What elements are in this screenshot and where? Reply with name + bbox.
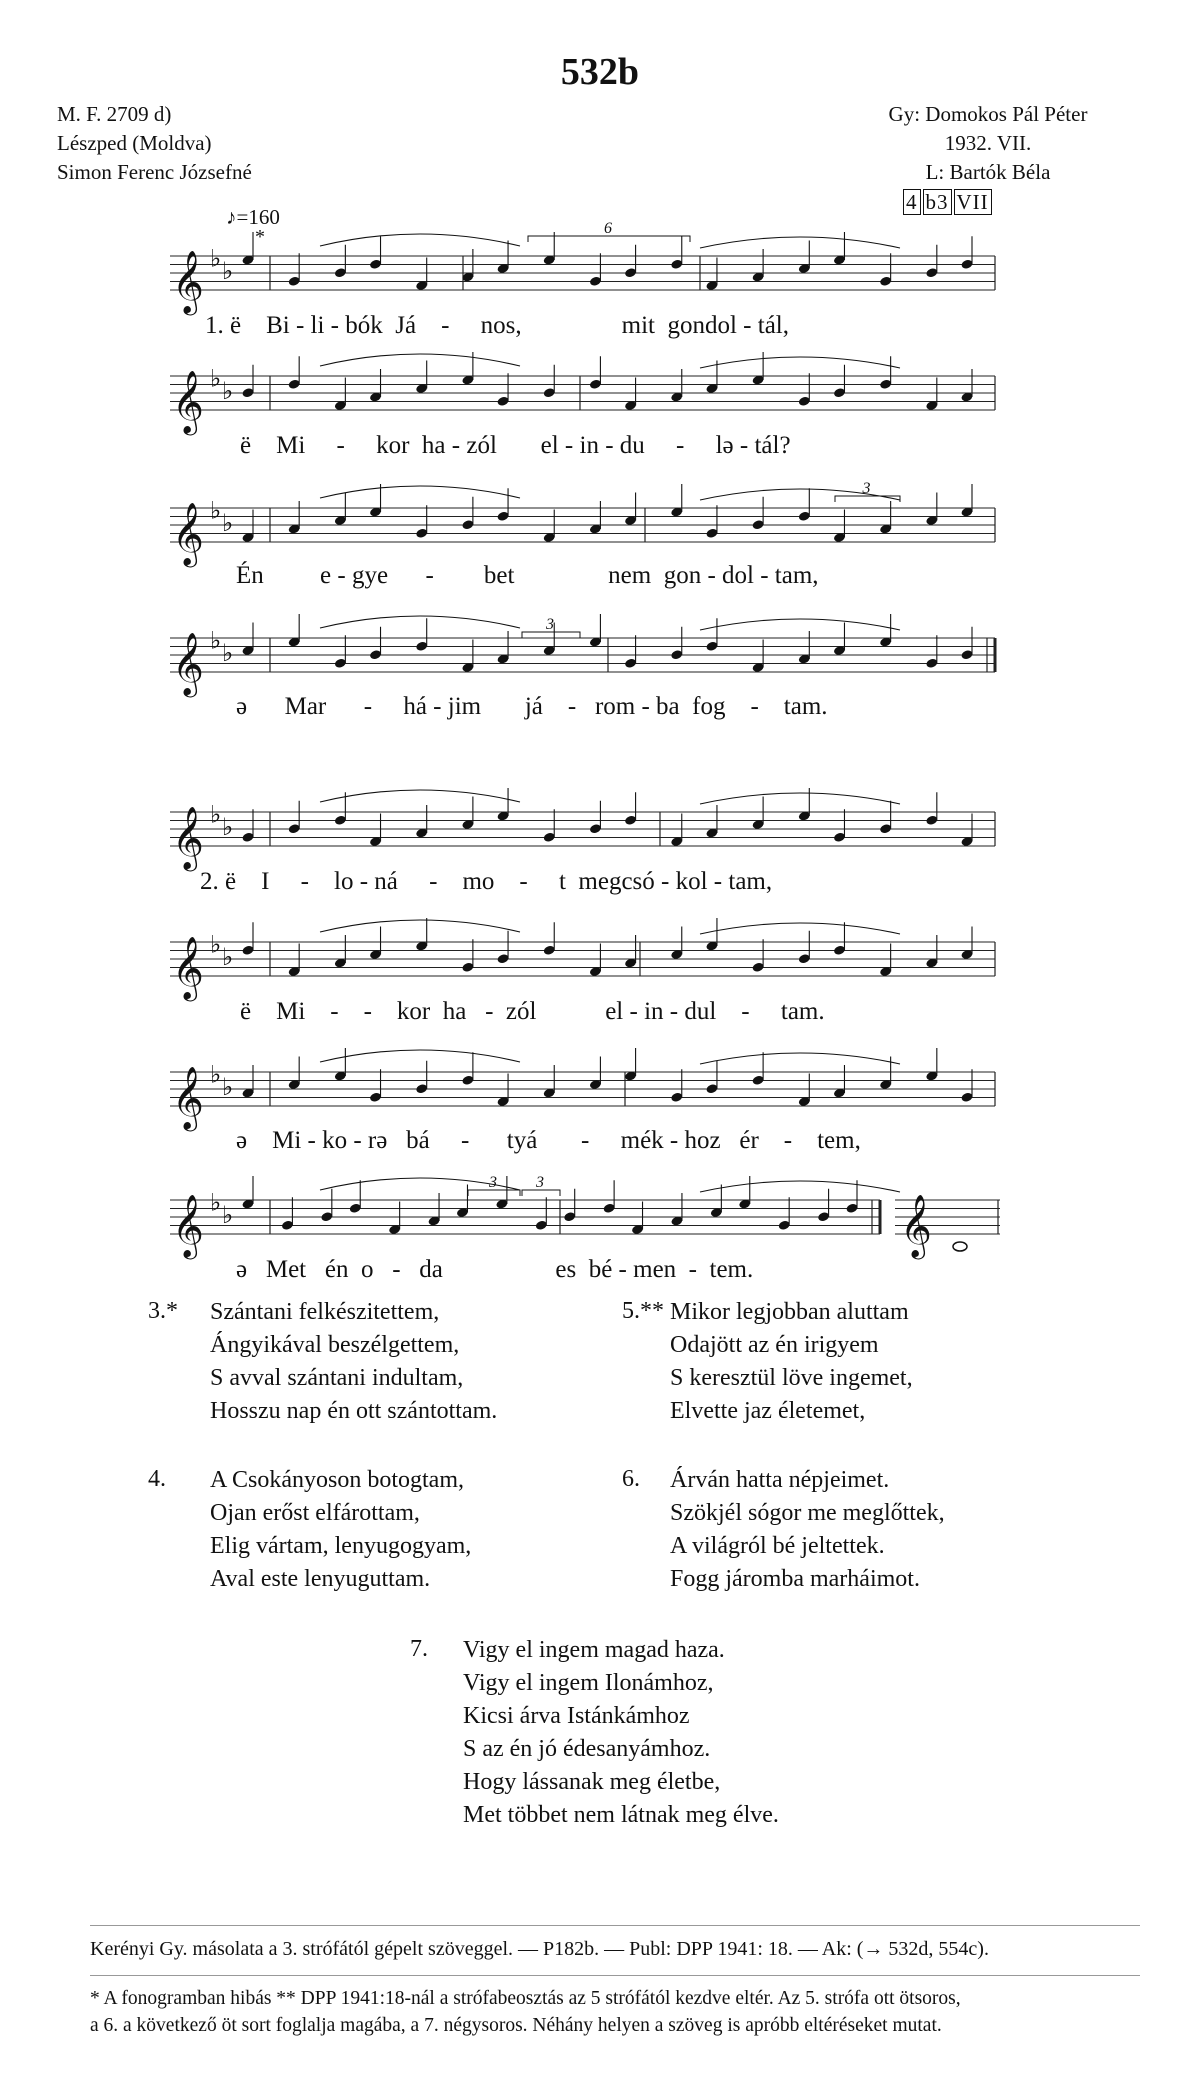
slur [700,357,900,368]
stanza-line: Árván hatta népjeimet. [670,1467,890,1493]
lyric-line-3: Én e - gye - bet nem gon - dol - tam, [236,562,819,589]
collection-place: Lészped (Moldva) [57,131,212,155]
treble-clef-icon: 𝄞 [172,1066,204,1129]
slur [700,619,900,630]
stanza-line: Aval este lenyuguttam. [210,1566,431,1592]
stanza-7 [463,1634,779,1832]
stanza-7-number: 7. [410,1636,428,1662]
stanza-line: Met többet nem látnak meg élve. [463,1802,779,1828]
stanza-line: Hosszu nap én ott szántottam. [210,1398,498,1424]
flat-icon: ♭ [210,930,222,959]
lyric-line-8: ə Met én o - da es bé - men - tem. [236,1256,754,1283]
lyric-line-7: ə Mi - ko - rə bá - tyá - mék - hoz ér - tem, [236,1127,861,1154]
collector: Gy: Domokos Pál Péter [888,102,1088,126]
treble-clef-icon: 𝄞 [900,1194,932,1257]
stanza-6-number: 6. [622,1466,640,1492]
stanza-4-number: 4. [148,1466,166,1492]
slur [320,920,520,932]
footer-divider [90,1925,1140,1926]
slur [320,1050,520,1062]
collection-date: 1932. VII. [944,131,1032,155]
lyric-line-4: ə Mar - há - jim já - rom - ba fog - tam. [236,693,828,720]
source-note: Kerényi Gy. másolata a 3. strófától gépelt szöveggel. — P182b. — Publ: DPP 1941: 18. — Ak: (→ 532d, 554c). [90,1938,989,1960]
stanza-3-number: 3.* [148,1298,178,1324]
stanza-line: Fogg járomba marháimot. [670,1566,920,1592]
stanza-line: Szántani felkészitettem, [210,1299,440,1325]
performer-name: Simon Ferenc Józsefné [57,160,252,184]
stanza-line: Odajött az én irigyem [670,1332,879,1358]
lyric-line-1: 1. ë Bi - li - bók Já - nos, mit gondol - tál, [205,312,789,339]
transcriber: L: Bartók Béla [925,160,1051,184]
mode-mark-1: 4 [903,189,921,215]
stanza-line: Ángyikával beszélgettem, [210,1332,460,1358]
tuplet-number: 3 [862,480,871,497]
stanza-line: A Csokányoson botogtam, [210,1467,465,1493]
stanza-line: Kicsi árva Istánkámhoz [463,1703,690,1729]
stanza-line: A világról bé jeltettek. [670,1533,885,1559]
slur [700,1181,900,1192]
stanza-3 [210,1296,497,1428]
flat-icon: ♭ [222,943,234,971]
tempo-value: =160 [236,205,280,229]
slur [700,1053,900,1064]
flat-icon: ♭ [222,1073,234,1101]
stanza-line: Hogy lássanak meg életbe, [463,1769,721,1795]
flat-icon: ♭ [210,626,222,655]
treble-clef-icon: 𝄞 [172,632,204,695]
stanza-line: S avval szántani indultam, [210,1365,464,1391]
tempo-footnote-star: * [255,226,265,248]
collection-number: M. F. 2709 d) [57,102,172,126]
stanza-line: Mikor legjobban aluttam [670,1299,909,1325]
stanza-line: S keresztül löve ingemet, [670,1365,913,1391]
tuplet-number: 3 [536,1174,544,1191]
flat-icon: ♭ [222,813,234,841]
slur [320,486,520,498]
slur [320,354,520,366]
tuplet-number: 3 [489,1174,497,1191]
stanza-4 [210,1464,471,1596]
slur [700,923,900,934]
flat-icon: ♭ [222,1201,234,1229]
flat-icon: ♭ [222,509,234,537]
stanza-6 [670,1464,945,1596]
flat-icon: ♭ [210,364,222,393]
mode-mark-3: VII [954,189,992,215]
stanza-line: Vigy el ingem Ilonámhoz, [463,1670,714,1696]
slur [320,616,520,628]
footnote-divider [90,1975,1140,1976]
flat-icon: ♭ [210,1188,222,1217]
flat-icon: ♭ [210,1060,222,1089]
footnotes [90,1985,1170,2039]
flat-icon: ♭ [222,257,234,285]
slur [700,237,900,248]
treble-clef-icon: 𝄞 [172,502,204,565]
treble-clef-icon: 𝄞 [172,1194,204,1257]
tuplet-number: 6 [604,220,612,237]
slur [320,234,520,246]
treble-clef-icon: 𝄞 [172,806,204,869]
final-note [953,1242,967,1251]
footnote-line-2: a 6. a következő öt sort foglalja magába, a 7. négysoros. Néhány helyen a szöveg is apróbb eltéréseket mutat. [90,2015,942,2036]
flat-icon: ♭ [210,244,222,273]
flat-icon: ♭ [222,377,234,405]
flat-icon: ♭ [210,800,222,829]
eighth-note-icon: ♪ [226,205,237,229]
stanza-line: Szökjél sógor me meglőttek, [670,1500,945,1526]
tuplet-number: 3 [546,616,554,633]
footnote-line-1: * A fonogramban hibás ** DPP 1941:18-nál a strófabeosztás az 5 strófától kezdve eltér. Az 5. strófa ott ötsoros, [90,1988,961,2009]
song-number-title: 532b [560,51,640,93]
slur [700,793,900,804]
stanza-line: S az én jó édesanyámhoz. [463,1736,711,1762]
mode-mark-2: b3 [923,189,952,215]
lyric-line-5: 2. ë I - lo - ná - mo - t megcsó - kol - tam, [200,868,773,895]
stanza-line: Elvette jaz életemet, [670,1398,866,1424]
treble-clef-icon: 𝄞 [172,936,204,999]
stanza-line: Elig vártam, lenyugogyam, [210,1533,472,1559]
lyric-line-6: ë Mi - - kor ha - zól el - in - dul - tam. [240,998,825,1025]
lyric-line-2: ë Mi - kor ha - zól el - in - du - lə - tál? [240,432,791,459]
treble-clef-icon: 𝄞 [172,370,204,433]
flat-icon: ♭ [210,496,222,525]
stanza-5-number: 5.** [622,1298,664,1324]
flat-icon: ♭ [222,639,234,667]
stanza-5 [670,1296,913,1428]
slur [320,790,520,802]
stanza-line: Ojan erőst elfárottam, [210,1500,420,1526]
treble-clef-icon: 𝄞 [172,250,204,313]
stanza-line: Vigy el ingem magad haza. [463,1637,725,1663]
